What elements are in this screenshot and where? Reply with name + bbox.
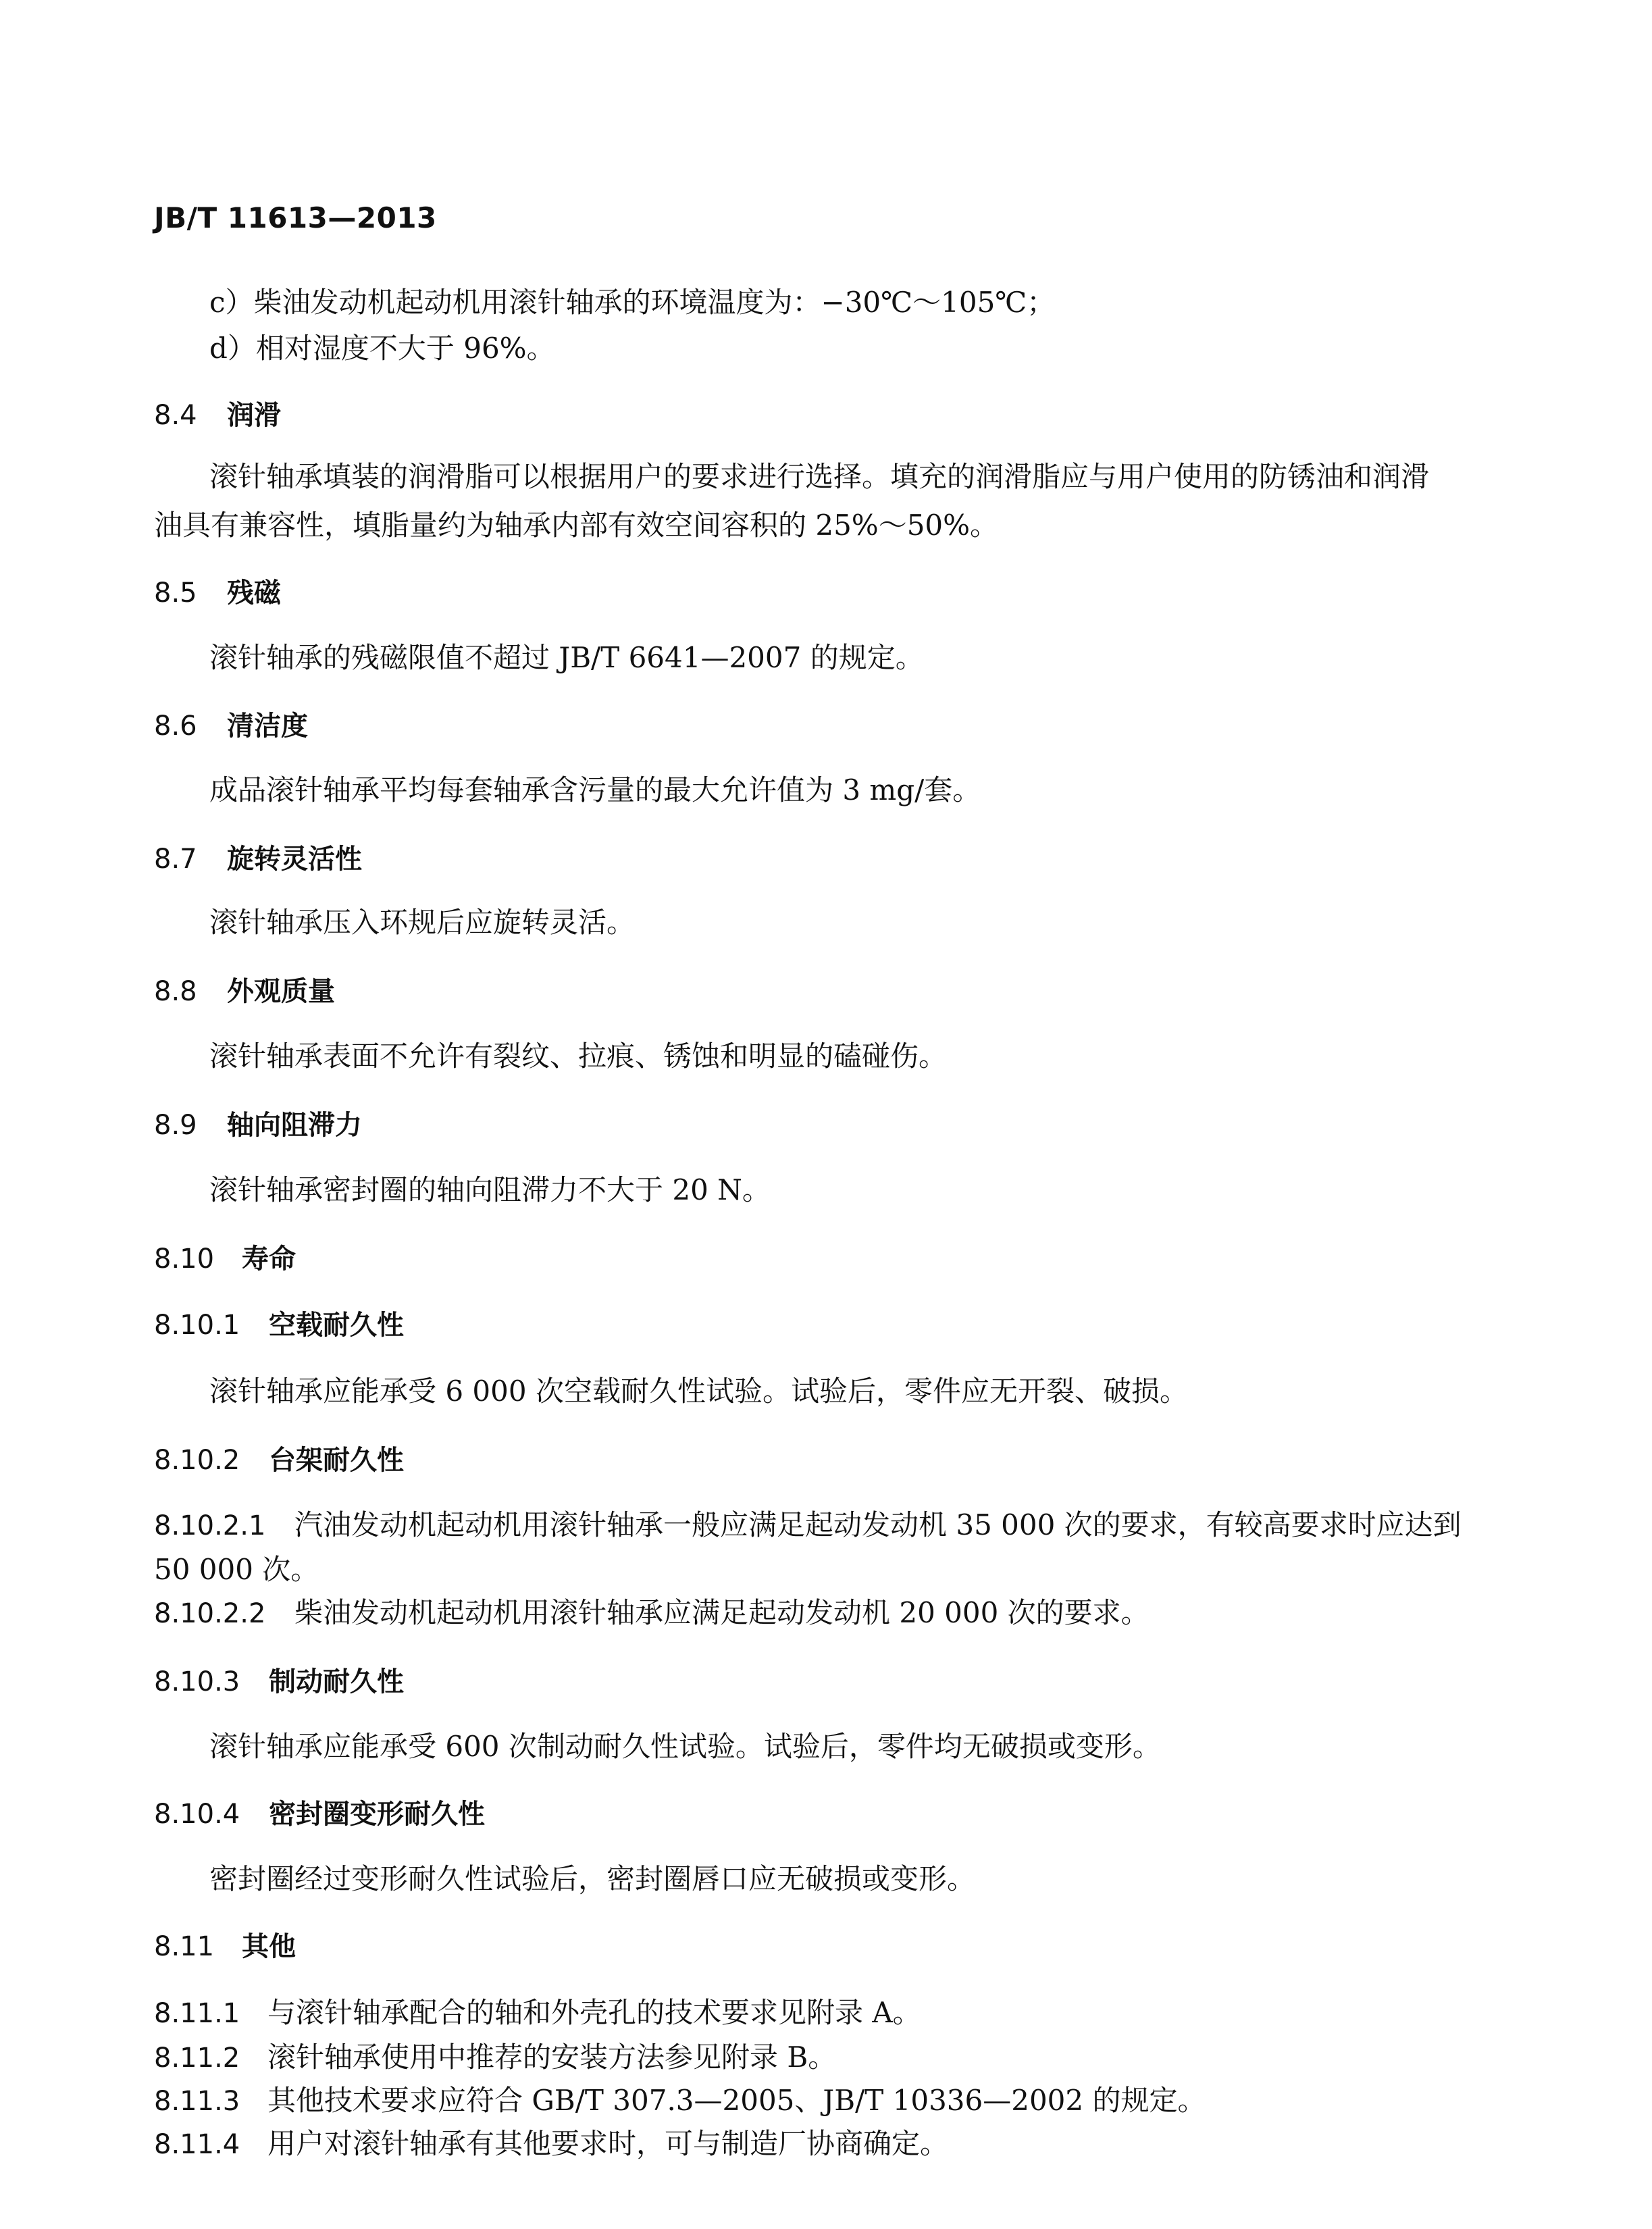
section-title: 寿命 [242, 1244, 296, 1275]
clause-text: 柴油发动机起动机用滚针轴承应满足起动发动机 20 000 次的要求。 [294, 1596, 1150, 1629]
paragraph-line: 滚针轴承压入环规后应旋转灵活。 [209, 906, 636, 939]
clause-number: 8.11.1 [154, 1998, 240, 2029]
section-heading-8-4 [154, 395, 281, 436]
section-title: 空载耐久性 [269, 1310, 404, 1341]
section-number: 8.11 [154, 1931, 215, 1962]
clause-8-10-2-2 [154, 1593, 1150, 1634]
section-heading-8-10-3 [154, 1662, 404, 1702]
clause-8-10-2-1 [154, 1505, 1462, 1546]
clause-number: 8.10.2.2 [154, 1598, 266, 1629]
section-heading-8-8 [154, 971, 335, 1012]
paragraph-line: 滚针轴承表面不允许有裂纹、拉痕、锈蚀和明显的磕碰伤。 [209, 1040, 948, 1073]
paragraph-line: 滚针轴承应能承受 6 000 次空载耐久性试验。试验后，零件应无开裂、破损。 [209, 1375, 1188, 1408]
section-heading-8-10-4 [154, 1794, 485, 1835]
section-title: 其他 [242, 1931, 296, 1962]
paragraph-line: 滚针轴承应能承受 600 次制动耐久性试验。试验后，零件均无破损或变形。 [209, 1730, 1161, 1763]
clause-8-11-2 [154, 2037, 836, 2078]
clause-8-11-4 [154, 2124, 948, 2165]
section-title: 润滑 [227, 400, 281, 431]
clause-text: 滚针轴承使用中推荐的安装方法参见附录 B。 [267, 2041, 837, 2074]
section-heading-8-7 [154, 839, 362, 879]
clause-text: 其他技术要求应符合 GB/T 307.3—2005、JB/T 10336—2002 的规定。 [267, 2084, 1206, 2117]
section-number: 8.10.2 [154, 1445, 240, 1476]
clause-number: 8.11.4 [154, 2129, 240, 2160]
section-heading-8-10 [154, 1239, 296, 1279]
section-number: 8.5 [154, 578, 197, 609]
paragraph-line: 成品滚针轴承平均每套轴承含污量的最大允许值为 3 mg/套。 [209, 773, 981, 806]
section-number: 8.4 [154, 400, 197, 431]
section-heading-8-6 [154, 706, 308, 746]
section-title: 台架耐久性 [269, 1445, 404, 1476]
section-title: 制动耐久性 [269, 1666, 404, 1697]
clause-number: 8.10.2.1 [154, 1510, 266, 1541]
section-number: 8.10.3 [154, 1666, 240, 1697]
clause-8-11-1 [154, 1993, 921, 2034]
clause-number: 8.11.2 [154, 2043, 240, 2074]
section-heading-8-5 [154, 573, 281, 613]
section-number: 8.10.4 [154, 1799, 240, 1830]
paragraph-line: 滚针轴承密封圈的轴向阻滞力不大于 20 N。 [209, 1173, 771, 1206]
section-title: 残磁 [227, 578, 281, 609]
section-title: 密封圈变形耐久性 [269, 1799, 485, 1830]
section-number: 8.10.1 [154, 1310, 240, 1341]
section-number: 8.7 [154, 844, 197, 875]
list-item-c: c）柴油发动机起动机用滚针轴承的环境温度为：−30℃～105℃； [209, 286, 1056, 319]
paragraph-line: 密封圈经过变形耐久性试验后，密封圈唇口应无破损或变形。 [209, 1862, 976, 1895]
paragraph-line: 滚针轴承填装的润滑脂可以根据用户的要求进行选择。填充的润滑脂应与用户使用的防锈油和润滑 [209, 460, 1430, 493]
section-number: 8.9 [154, 1110, 197, 1141]
section-title: 轴向阻滞力 [227, 1110, 362, 1141]
paragraph-line: 油具有兼容性，填脂量约为轴承内部有效空间容积的 25%～50%。 [154, 509, 999, 542]
section-heading-8-11 [154, 1926, 296, 1967]
clause-text: 与滚针轴承配合的轴和外壳孔的技术要求见附录 A。 [267, 1996, 921, 2029]
clause-text: 汽油发动机起动机用滚针轴承一般应满足起动发动机 35 000 次的要求，有较高要求时应达到 [294, 1508, 1462, 1541]
section-title: 清洁度 [227, 711, 308, 742]
section-heading-8-10-1 [154, 1305, 404, 1346]
section-heading-8-10-2 [154, 1440, 404, 1481]
section-heading-8-9 [154, 1105, 362, 1146]
section-title: 外观质量 [227, 976, 335, 1007]
clause-number: 8.11.3 [154, 2086, 240, 2117]
section-number: 8.10 [154, 1244, 215, 1275]
section-number: 8.6 [154, 711, 197, 742]
section-title: 旋转灵活性 [227, 844, 362, 875]
paragraph-line: 滚针轴承的残磁限值不超过 JB/T 6641—2007 的规定。 [209, 641, 924, 674]
clause-8-11-3 [154, 2080, 1206, 2122]
clause-text: 用户对滚针轴承有其他要求时，可与制造厂协商确定。 [267, 2127, 949, 2160]
section-number: 8.8 [154, 976, 197, 1007]
clause-continuation: 50 000 次。 [154, 1553, 319, 1586]
document-header-id: JB/T 11613—2013 [154, 201, 437, 234]
list-item-d: d）相对湿度不大于 96%。 [209, 332, 555, 365]
